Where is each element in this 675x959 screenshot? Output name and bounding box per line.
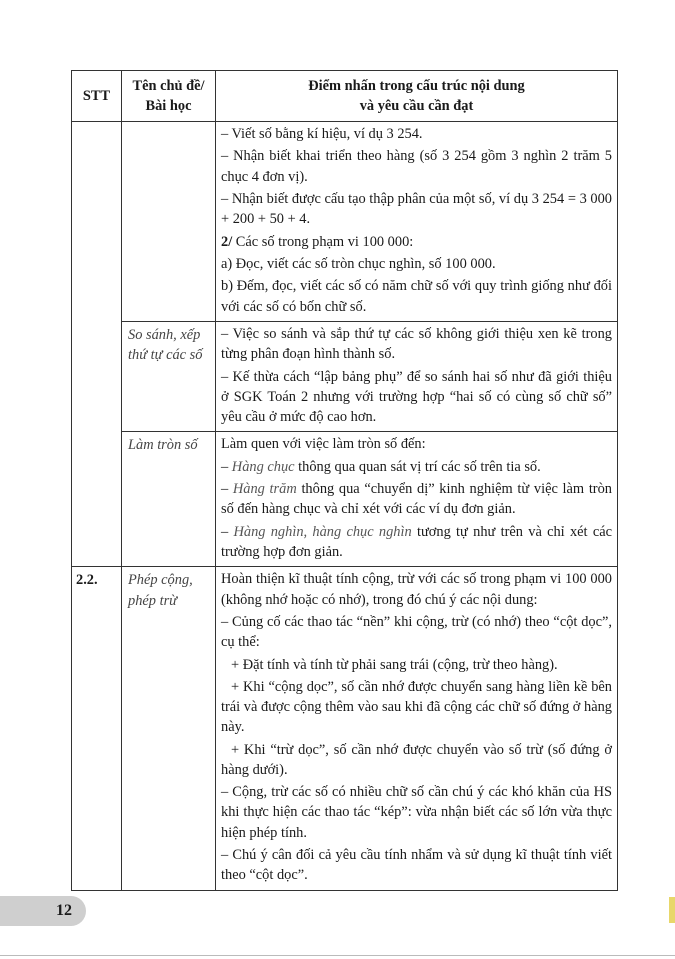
content-paragraph — [221, 232, 612, 252]
content-paragraph: – Cộng, trừ các số có nhiều chữ số cần chú ý các khó khăn của HS khi thực hiện các thao tác “kép”: vừa nhận biết các số lớn vừa thực hiện phép tính. — [221, 784, 612, 841]
content-cell — [216, 321, 618, 431]
content-paragraph: – Kế thừa cách “lập bảng phụ” để so sánh hai số như đã giới thiệu ở SGK Toán 2 nhưng với trường hợp “hai số có cùng số chữ số” yêu cầu ở mức độ cao hơn. — [221, 368, 612, 425]
paragraph-text: tương tự như trên và chỉ xét các trường hợp đơn giản. — [221, 523, 612, 560]
content-subitem: + Khi “trừ dọc”, số cần nhớ được chuyển vào số trừ (số đứng ở hàng dưới). — [221, 741, 612, 778]
page-bottom-rule — [0, 955, 675, 956]
table-row — [72, 567, 618, 890]
header-topic-line2: Bài học — [145, 98, 192, 114]
content-cell — [216, 567, 618, 890]
header-topic-line1: Tên chủ đề/ — [132, 77, 205, 94]
header-content-line1: Điểm nhấn trong cấu trúc nội dung — [308, 77, 525, 94]
content-paragraph: – Chú ý cân đối cả yêu cầu tính nhẩm và sử dụng kĩ thuật tính viết theo “cột dọc”. — [221, 847, 612, 884]
content-paragraph — [221, 479, 612, 519]
italic-term: Hàng chục — [231, 458, 295, 475]
content-paragraph: – Nhận biết khai triển theo hàng (số 3 254 gồm 3 nghìn 2 trăm 5 chục 4 đơn vị). — [221, 148, 612, 185]
content-subitem: + Khi “cộng dọc”, số cần nhớ được chuyển sang hàng liền kề bên trái và được cộng thêm vào sau khi đã cộng các chữ số đứng ở hàng này. — [221, 678, 612, 736]
page-edge-marker — [669, 897, 675, 923]
section-heading: Các số trong phạm vi 100 000: — [232, 233, 414, 250]
table-row — [72, 432, 618, 567]
italic-term: Hàng trăm — [232, 481, 297, 498]
content-subitem: + Đặt tính và tính từ phải sang trái (cộng, trừ theo hàng). — [231, 656, 558, 673]
stt-cell: 2.2. — [72, 567, 122, 890]
page-number-tab — [0, 896, 86, 926]
content-paragraph: – Viết số bằng kí hiệu, ví dụ 3 254. — [221, 126, 423, 142]
content-paragraph — [221, 522, 612, 562]
content-paragraph: Hoàn thiện kĩ thuật tính cộng, trừ với các số trong phạm vi 100 000 (không nhớ hoặc có nhớ), trong đó chú ý các nội dung: — [221, 571, 612, 608]
italic-term: Hàng nghìn, hàng chục nghìn — [233, 523, 412, 540]
table-row — [72, 122, 618, 322]
dash: – — [221, 458, 232, 475]
dash: – — [221, 481, 233, 498]
table-row — [72, 321, 618, 431]
table-header-row — [72, 71, 618, 122]
content-paragraph — [221, 457, 612, 477]
dash: – — [221, 523, 234, 540]
topic-cell: So sánh, xếp thứ tự các số — [122, 321, 216, 431]
content-table — [71, 70, 618, 891]
topic-cell: Phép cộng, phép trừ — [122, 567, 216, 890]
content-cell — [216, 122, 618, 322]
section-number: 2/ — [221, 233, 233, 250]
content-cell — [216, 432, 618, 567]
paragraph-text: thông qua “chuyển dị” kinh nghiệm từ việc làm tròn số đến hàng chục và chỉ xét với các ví dụ đơn giản. — [221, 481, 612, 518]
content-paragraph: a) Đọc, viết các số tròn chục nghìn, số 100 000. — [221, 255, 496, 272]
content-paragraph: – Việc so sánh và sắp thứ tự các số không giới thiệu xen kẽ trong từng phân đoạn hình thành số. — [221, 325, 612, 363]
page-number: 12 — [56, 902, 72, 919]
topic-cell: Làm tròn số — [122, 432, 216, 567]
content-paragraph: b) Đếm, đọc, viết các số có năm chữ số với quy trình giống như đối với các số có bốn chữ số. — [221, 278, 612, 315]
header-topic — [122, 71, 216, 122]
header-stt: STT — [72, 71, 122, 122]
content-paragraph: Làm quen với việc làm tròn số đến: — [221, 436, 426, 453]
content-paragraph: – Củng cố các thao tác “nền” khi cộng, trừ (có nhớ) theo “cột dọc”, cụ thể: — [221, 613, 612, 651]
header-content-line2: và yêu cầu cần đạt — [359, 98, 474, 114]
topic-cell-empty — [122, 122, 216, 322]
paragraph-text: thông qua quan sát vị trí các số trên tia số. — [294, 458, 541, 475]
stt-cell-empty — [72, 122, 122, 567]
header-content — [216, 71, 618, 122]
content-paragraph: – Nhận biết được cấu tạo thập phân của một số, ví dụ 3 254 = 3 000 + 200 + 50 + 4. — [221, 190, 612, 228]
